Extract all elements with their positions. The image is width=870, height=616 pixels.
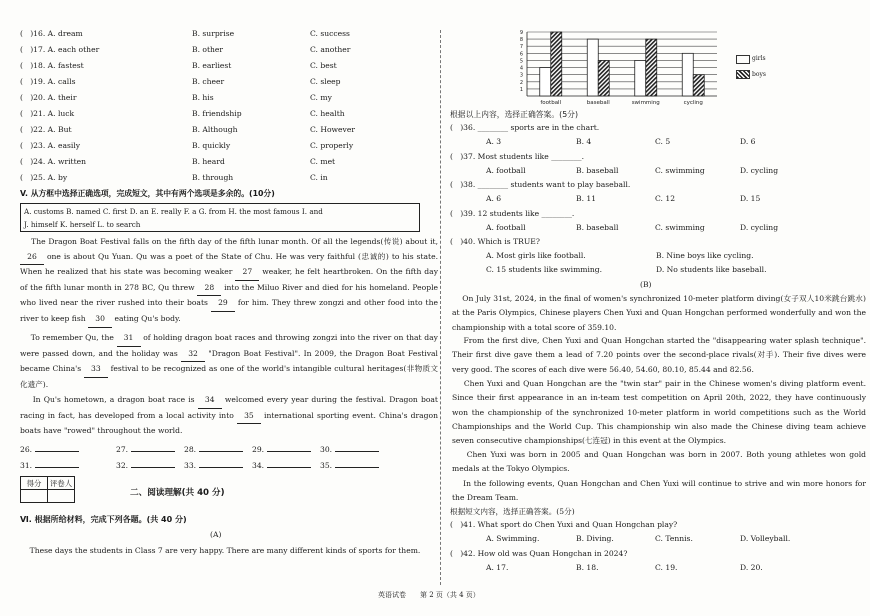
bar-football-girls bbox=[540, 68, 551, 96]
question-36-option-d[interactable]: D. 6 bbox=[740, 137, 756, 146]
option-c: C. best bbox=[310, 61, 337, 70]
question-42-option-a[interactable]: A. 17. bbox=[486, 563, 509, 572]
question-40-option-d[interactable]: D. No students like baseball. bbox=[656, 265, 767, 274]
answer-line[interactable]: 35. bbox=[320, 460, 379, 470]
sports-bar-chart bbox=[505, 24, 725, 108]
legend-swatch-boys bbox=[736, 70, 750, 79]
blank-31: 31 bbox=[117, 331, 141, 347]
question-37: ( )37. Most students like ________. bbox=[450, 152, 584, 161]
blank-34: 34 bbox=[198, 393, 222, 409]
passage-paragraph-1: The Dragon Boat Festival falls on the fifth day of the fifth lunar month. Of all the legends(传说) about it, 26 one is about Qu Yuan. Qu was a poet of the State of Chu. He was very faithful (忠诚的) to his state. When he realized that his state was becoming weaker 27 weaker, he felt heartbroken. On the fifth day of the fifth lunar month in 278 BC, Qu threw 28 into the Miluo River and died for his homeland. People who lived near the river rushed into their boats 29 for him. They threw zongzi and other food into the river to keep fish 30 eating Qu's body. bbox=[20, 235, 438, 328]
legend-label-girls: girls bbox=[752, 55, 766, 62]
option-c: C. sleep bbox=[310, 77, 341, 86]
question-37-option-a[interactable]: A. football bbox=[486, 166, 526, 175]
question-41-option-b[interactable]: B. Diving. bbox=[576, 534, 614, 543]
question-39: ( )39. 12 students like ________. bbox=[450, 209, 575, 218]
blank-26: 26 bbox=[20, 250, 44, 266]
answer-line[interactable]: 27. bbox=[116, 444, 175, 454]
option-b: B. friendship bbox=[192, 109, 242, 118]
option-c: C. However bbox=[310, 125, 355, 134]
question-37-option-b[interactable]: B. baseball bbox=[576, 166, 619, 175]
x-tick-label: swimming bbox=[631, 100, 660, 106]
answer-line[interactable]: 32. bbox=[116, 460, 175, 470]
y-tick-label: 5 bbox=[519, 58, 523, 65]
x-tick-label: cycling bbox=[683, 100, 703, 106]
blank-30: 30 bbox=[88, 312, 112, 328]
option-row: ( )24. A. written bbox=[20, 157, 87, 166]
option-row: ( )20. A. their bbox=[20, 93, 77, 102]
passage-a-label: (A) bbox=[210, 530, 222, 539]
column-divider bbox=[440, 30, 441, 585]
bar-cycling-boys bbox=[693, 75, 704, 96]
section-6-heading: Ⅵ. 根据所给材料，完成下列各题。(共 40 分) bbox=[20, 515, 187, 524]
y-tick-label: 7 bbox=[519, 44, 523, 51]
bar-football-boys bbox=[551, 32, 562, 96]
questions-a-instruction: 根据以上内容，选择正确答案。(5分) bbox=[450, 110, 578, 119]
bar-swimming-boys bbox=[646, 39, 657, 96]
question-39-option-c[interactable]: C. swimming bbox=[655, 223, 705, 232]
option-row: ( )21. A. luck bbox=[20, 109, 75, 118]
question-40-option-c[interactable]: C. 15 students like swimming. bbox=[486, 265, 603, 274]
option-c: C. health bbox=[310, 109, 345, 118]
question-38: ( )38. ________ students want to play baseball. bbox=[450, 180, 631, 189]
answer-line[interactable]: 34. bbox=[252, 460, 311, 470]
question-37-option-c[interactable]: C. swimming bbox=[655, 166, 705, 175]
word-box bbox=[20, 203, 420, 232]
question-36-option-b[interactable]: B. 4 bbox=[576, 137, 592, 146]
question-38-option-a[interactable]: A. 6 bbox=[486, 194, 502, 203]
option-c: C. another bbox=[310, 45, 351, 54]
question-39-option-b[interactable]: B. baseball bbox=[576, 223, 619, 232]
option-b: B. his bbox=[192, 93, 214, 102]
y-tick-label: 6 bbox=[519, 51, 523, 58]
blank-32: 32 bbox=[181, 347, 205, 363]
question-42-option-b[interactable]: B. 18. bbox=[576, 563, 599, 572]
blank-33: 33 bbox=[84, 362, 108, 378]
score-label: 得分 bbox=[21, 477, 48, 490]
passage-b-paragraph-2: From the first dive, Chen Yuxi and Quan Hongchan started the "disappearing water splash technique". Their first dive gave them a lead of 7.20 points over the second-place rivals(对手). Their five dives were very good. The scores of each dive were 56.40, 54.60, 80.10, 85.44 and 82.56. bbox=[452, 336, 867, 374]
y-tick-label: 3 bbox=[519, 72, 523, 79]
blank-28: 28 bbox=[197, 281, 221, 297]
passage-b-paragraph-3: Chen Yuxi and Quan Hongchan are the "twin star" pair in the Chinese women's diving platform event. Since their first appearance in an in-team test competition on April 20th, 2022, they have continuously won the championship of the synchronized 10-meter platform in world competitions such as the World Championships and the World Cup. This championship win also made the Chinese diving team achieve seven consecutive championships(七连冠) in this event at the Olympics. bbox=[452, 379, 866, 446]
score-table bbox=[20, 476, 75, 503]
passage-b-label: (B) bbox=[640, 280, 652, 289]
grader-cell[interactable] bbox=[48, 490, 75, 503]
passage-b-paragraph-5: In the following events, Quan Hongchan and Chen Yuxi will continue to strive and win more honors for the Dream Team. bbox=[452, 479, 866, 503]
question-40-option-a[interactable]: A. Most girls like football. bbox=[486, 251, 586, 260]
legend-label-boys: boys bbox=[752, 71, 766, 78]
option-c: C. properly bbox=[310, 141, 354, 150]
question-42-option-d[interactable]: D. 20. bbox=[740, 563, 763, 572]
questions-b-instruction: 根据短文内容，选择正确答案。(5分) bbox=[450, 507, 575, 516]
question-38-option-b[interactable]: B. 11 bbox=[576, 194, 597, 203]
bar-baseball-boys bbox=[598, 60, 609, 96]
passage-b-paragraph-4: Chen Yuxi was born in 2005 and Quan Hongchan was born in 2007. Both young athletes won gold medals at the Tokyo Olympics. bbox=[452, 450, 866, 474]
option-b: B. cheer bbox=[192, 77, 225, 86]
option-row: ( )22. A. But bbox=[20, 125, 72, 134]
option-row: ( )19. A. calls bbox=[20, 77, 76, 86]
passage-a-intro: These days the students in Class 7 are very happy. There are many different kinds of sports for them. bbox=[29, 546, 421, 555]
y-tick-label: 8 bbox=[519, 37, 523, 44]
question-41: ( )41. What sport do Chen Yuxi and Quan Hongchan play? bbox=[450, 520, 678, 529]
blank-35: 35 bbox=[237, 409, 261, 425]
answer-line[interactable]: 31. bbox=[20, 460, 79, 470]
option-b: B. other bbox=[192, 45, 224, 54]
word-box-line-1: A. customs B. named C. first D. an E. really F. a G. from H. the most famous I. and bbox=[24, 207, 323, 216]
passage-paragraph-3: In Qu's hometown, a dragon boat race is 34 welcomed every year during the festival. Dragon boat racing in fact, has developed from a local activity into 35 international sporting event. China's dragon boats have "rowed" throughout the world. bbox=[20, 395, 438, 436]
question-38-option-d[interactable]: D. 15 bbox=[740, 194, 761, 203]
option-row: ( )23. A. easily bbox=[20, 141, 81, 150]
option-b: B. surprise bbox=[192, 29, 235, 38]
question-39-option-a[interactable]: A. football bbox=[486, 223, 526, 232]
option-b: B. earliest bbox=[192, 61, 232, 70]
option-c: C. in bbox=[310, 173, 328, 182]
score-cell[interactable] bbox=[21, 490, 48, 503]
question-41-option-c[interactable]: C. Tennis. bbox=[655, 534, 693, 543]
option-c: C. success bbox=[310, 29, 350, 38]
question-39-option-d[interactable]: D. cycling bbox=[740, 223, 779, 232]
passage-paragraph-2: To remember Qu, the 31 of holding dragon boat races and throwing zongzi into the river on that day were passed down, and the holiday was 32 "Dragon Boat Festival". In 2009, the Dragon Boat Festival became China's 33 festival to be recognized as one of the world's intangible cultural heritages(非物质文化遗产). bbox=[20, 333, 438, 389]
legend-swatch-girls bbox=[736, 55, 750, 64]
reading-section-title: 二、阅读理解(共 40 分) bbox=[130, 488, 225, 498]
question-37-option-d[interactable]: D. cycling bbox=[740, 166, 779, 175]
footer-page: 第 2 页（共 4 页） bbox=[420, 591, 480, 599]
x-tick-label: football bbox=[540, 100, 562, 106]
y-tick-label: 1 bbox=[519, 86, 523, 93]
bar-cycling-girls bbox=[682, 53, 693, 96]
blank-27: 27 bbox=[235, 265, 259, 281]
question-42-option-c[interactable]: C. 19. bbox=[655, 563, 678, 572]
option-b: B. through bbox=[192, 173, 234, 182]
word-box-line-2: J. himself K. herself L. to search bbox=[24, 220, 141, 229]
answer-line[interactable]: 30. bbox=[320, 444, 379, 454]
option-row: ( )17. A. each other bbox=[20, 45, 100, 54]
option-b: B. Although bbox=[192, 125, 238, 134]
question-42: ( )42. How old was Quan Hongchan in 2024? bbox=[450, 549, 628, 558]
grader-label: 评卷人 bbox=[48, 477, 75, 490]
question-40-option-b[interactable]: B. Nine boys like cycling. bbox=[656, 251, 754, 260]
question-41-option-d[interactable]: D. Volleyball. bbox=[740, 534, 791, 543]
y-tick-label: 4 bbox=[519, 65, 523, 72]
answer-line[interactable]: 28. bbox=[184, 444, 243, 454]
option-row: ( )16. A. dream bbox=[20, 29, 83, 38]
question-38-option-c[interactable]: C. 12 bbox=[655, 194, 676, 203]
option-c: C. my bbox=[310, 93, 332, 102]
blank-29: 29 bbox=[211, 296, 235, 312]
footer-subject: 英语试卷 bbox=[378, 591, 406, 599]
option-b: B. quickly bbox=[192, 141, 231, 150]
y-tick-label: 2 bbox=[519, 79, 523, 86]
section-5-heading: V. 从方框中选择正确选项，完成短文，其中有两个选项是多余的。(10分) bbox=[20, 189, 275, 198]
question-40: ( )40. Which is TRUE? bbox=[450, 237, 540, 246]
bar-swimming-girls bbox=[635, 60, 646, 96]
question-36-option-c[interactable]: C. 5 bbox=[655, 137, 671, 146]
answer-line[interactable]: 29. bbox=[252, 444, 311, 454]
option-b: B. heard bbox=[192, 157, 225, 166]
question-36-option-a[interactable]: A. 3 bbox=[486, 137, 502, 146]
answer-line[interactable]: 26. bbox=[20, 444, 79, 454]
x-tick-label: baseball bbox=[586, 100, 610, 106]
bar-baseball-girls bbox=[587, 39, 598, 96]
y-tick-label: 9 bbox=[519, 30, 523, 36]
option-c: C. met bbox=[310, 157, 336, 166]
question-41-option-a[interactable]: A. Swimming. bbox=[486, 534, 540, 543]
question-36: ( )36. ________ sports are in the chart. bbox=[450, 123, 600, 132]
answer-line[interactable]: 33. bbox=[184, 460, 243, 470]
passage-b-paragraph-1: On July 31st, 2024, in the final of women's synchronized 10-meter platform diving(女子双人10米跳台跳水) at the Paris Olympics, Chinese players Chen Yuxi and Quan Hongchan performed wonderfully and won the championship with a total score of 359.10. bbox=[452, 294, 866, 332]
option-row: ( )25. A. by bbox=[20, 173, 68, 182]
option-row: ( )18. A. fastest bbox=[20, 61, 84, 70]
